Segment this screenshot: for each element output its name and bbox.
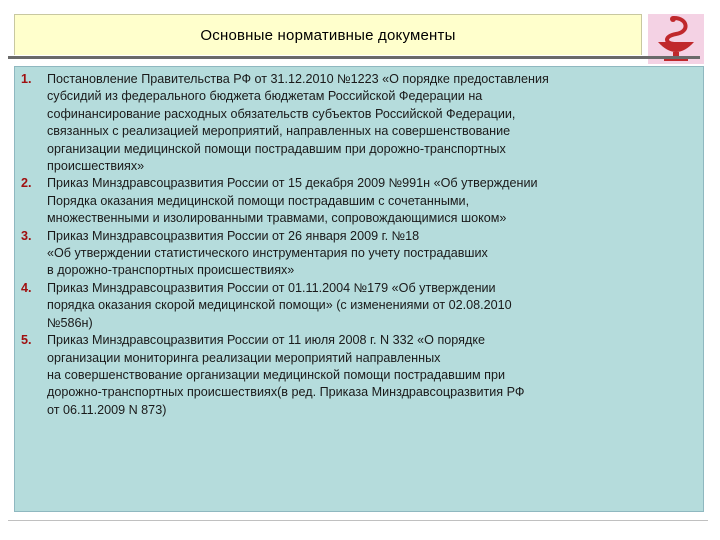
list-item-number: 1. (21, 72, 32, 86)
list-item-number: 5. (21, 333, 32, 348)
documents-panel (14, 66, 704, 512)
list-item-text: Приказ Минздравсоцразвития России от 11 июля 2008 г. N 332 «О порядке организации мониторинга реализации мероприятий направленных на совершенствование организации медицинской помощи пострадавшим при дорожно-транспортных происшествиях(в ред. Приказа Минздравсоцразвития РФ от 06.11.2009 N 873) (47, 333, 525, 417)
title-divider (8, 56, 700, 59)
documents-list (15, 67, 703, 419)
list-item (21, 228, 697, 280)
title-bar (14, 14, 642, 55)
list-item-text: Постановление Правительства РФ от 31.12.2010 №1223 «О порядке предоставления субсидий из федерального бюджета бюджетам Российской Федерации на софинансирование расходных обязательств субъектов Российской Федерации, связанных с реализацией мероприятий, направленных на совершенствование организации медицинской помощи пострадавшим при дорожно-транспортных происшествиях» (47, 72, 549, 174)
list-item (21, 280, 697, 332)
list-item (21, 71, 697, 175)
list-item-number: 4. (21, 280, 32, 295)
list-item-text: Приказ Минздравсоцразвития России от 01.11.2004 №179 «Об утверждении порядка оказания скорой медицинской помощи» (с изменениями от 02.08.2010 №586н) (47, 280, 512, 330)
list-item-text: Приказ Минздравсоцразвития России от 15 декабря 2009 №991н «Об утверждении Порядка оказания медицинской помощи пострадавшим с сочетанными, множественными и изолированными травмами, сопровождающимися шоком» (47, 176, 538, 226)
list-item (21, 332, 697, 419)
list-item-text: Приказ Минздравсоцразвития России от 26 января 2009 г. №18 «Об утверждении статистического инструментария по учету пострадавших в дорожно-транспортных происшествиях» (47, 228, 488, 278)
list-item (21, 175, 697, 227)
list-item-number: 3. (21, 228, 32, 243)
list-item-number: 2. (21, 176, 32, 191)
bottom-divider (8, 520, 708, 521)
page-title: Основные нормативные документы (200, 26, 456, 44)
